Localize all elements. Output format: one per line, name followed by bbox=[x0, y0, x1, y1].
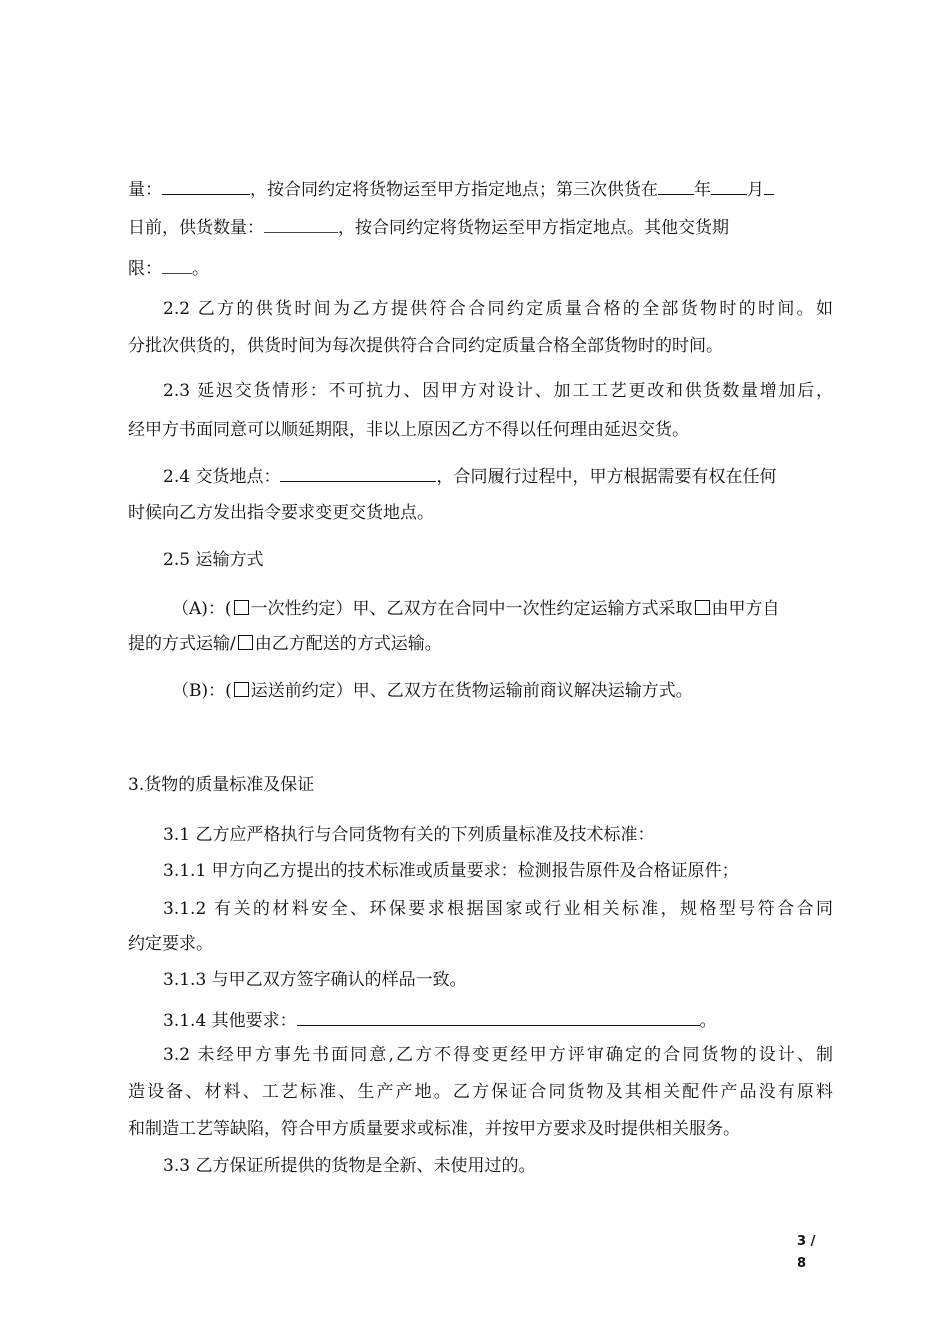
clause-2-2-line-1: 2.2 乙方的供货时间为乙方提供符合合同约定质量合格的全部货物时的时间。如 bbox=[163, 299, 833, 319]
page-separator: / bbox=[810, 1234, 816, 1249]
clause-2-5-title: 2.5 运输方式 bbox=[163, 550, 264, 570]
clause-3-1-2-line-1: 3.1.2 有关的材料安全、环保要求根据国家或行业相关标准，规格型号符合合同 bbox=[163, 899, 833, 919]
option-b-line bbox=[172, 679, 884, 703]
text: （A)：( bbox=[172, 599, 232, 619]
clause-2-2-line-2: 分批次供货的，供货时间为每次提供符合合同约定质量合格全部货物时的时间。 bbox=[128, 336, 723, 356]
clause-3-1-3: 3.1.3 与甲乙双方签字确认的样品一致。 bbox=[163, 970, 467, 990]
delivery-location-blank[interactable] bbox=[280, 463, 436, 482]
text: 限： bbox=[128, 259, 162, 279]
option-a-line-1 bbox=[172, 597, 834, 621]
text: 由甲方自 bbox=[711, 599, 780, 619]
text: 年 bbox=[694, 180, 711, 200]
text: 2.4 交货地点： bbox=[163, 467, 281, 487]
checkbox-pre-transport-agreement[interactable] bbox=[234, 682, 249, 697]
text: ，按合同约定将货物运至甲方指定地点；第三次供货在 bbox=[250, 180, 658, 200]
text: 。 bbox=[192, 259, 209, 279]
clause-2-3-line-2: 经甲方书面同意可以顺延期限，非以上原因乙方不得以任何理由延迟交货。 bbox=[128, 420, 689, 440]
other-requirements-blank[interactable] bbox=[297, 1007, 700, 1026]
text: ，合同履行过程中，甲方根据需要有权在任何 bbox=[436, 467, 777, 487]
delivery-schedule-line-2 bbox=[128, 214, 840, 240]
text: 。 bbox=[699, 1011, 717, 1031]
clause-3-1-1: 3.1.1 甲方向乙方提出的技术标准或质量要求：检测报告原件及合格证原件； bbox=[163, 861, 739, 881]
page-current: 3 bbox=[797, 1234, 807, 1249]
clause-3-2-line-3: 和制造工艺等缺陷，符合甲方质量要求或标准，并按甲方要求及时提供相关服务。 bbox=[128, 1119, 740, 1139]
text: 月 bbox=[747, 180, 764, 200]
checkbox-self-pickup[interactable] bbox=[695, 600, 710, 615]
quantity-blank-3[interactable] bbox=[264, 214, 338, 233]
text: 量： bbox=[128, 180, 162, 200]
text: 一次性约定）甲、乙双方在合同中一次性约定运输方式采取 bbox=[250, 599, 693, 619]
year-blank[interactable] bbox=[658, 176, 694, 195]
clause-2-3-line-1: 2.3 延迟交货情形：不可抗力、因甲方对设计、加工工艺更改和供货数量增加后， bbox=[163, 381, 833, 401]
delivery-schedule-line-3 bbox=[128, 255, 840, 281]
checkbox-seller-delivery[interactable] bbox=[238, 635, 253, 650]
text: 运送前约定）甲、乙双方在货物运输前商议解决运输方式。 bbox=[250, 681, 693, 701]
other-period-blank[interactable] bbox=[162, 255, 192, 274]
clause-3-2-line-1: 3.2 未经甲方事先书面同意,乙方不得变更经甲方评审确定的合同货物的设计、制 bbox=[163, 1045, 833, 1065]
clause-2-4-line-2: 时候向乙方发出指令要求变更交货地点。 bbox=[128, 503, 434, 523]
section-3-title: 3.货物的质量标准及保证 bbox=[128, 775, 315, 795]
clause-3-3: 3.3 乙方保证所提供的货物是全新、未使用过的。 bbox=[163, 1156, 536, 1176]
option-a-line-2 bbox=[128, 632, 840, 656]
text: 日前，供货数量： bbox=[128, 218, 264, 238]
clause-3-2-line-2: 造设备、材料、工艺标准、生产产地。乙方保证合同货物及其相关配件产品没有原料 bbox=[128, 1082, 833, 1102]
clause-3-1-4 bbox=[163, 1007, 875, 1033]
text: ，按合同约定将货物运至甲方指定地点。其他交货期 bbox=[338, 218, 729, 238]
checkbox-one-time-agreement[interactable] bbox=[234, 600, 249, 615]
month-blank[interactable] bbox=[711, 176, 747, 195]
text: （B)：( bbox=[172, 681, 232, 701]
delivery-schedule-line-1 bbox=[128, 176, 840, 202]
clause-2-4-line-1 bbox=[163, 463, 875, 489]
page-total: 8 bbox=[797, 1256, 807, 1271]
quantity-blank-2[interactable] bbox=[162, 176, 250, 195]
page-number bbox=[797, 1231, 815, 1275]
text: 3.1.4 其他要求： bbox=[163, 1011, 297, 1031]
text: 由乙方配送的方式运输。 bbox=[254, 634, 442, 654]
day-blank[interactable] bbox=[764, 176, 774, 195]
clause-3-1-2-line-2: 约定要求。 bbox=[128, 934, 213, 954]
text: 提的方式运输/ bbox=[128, 634, 236, 654]
clause-3-1: 3.1 乙方应严格执行与合同货物有关的下列质量标准及技术标准： bbox=[163, 825, 655, 845]
